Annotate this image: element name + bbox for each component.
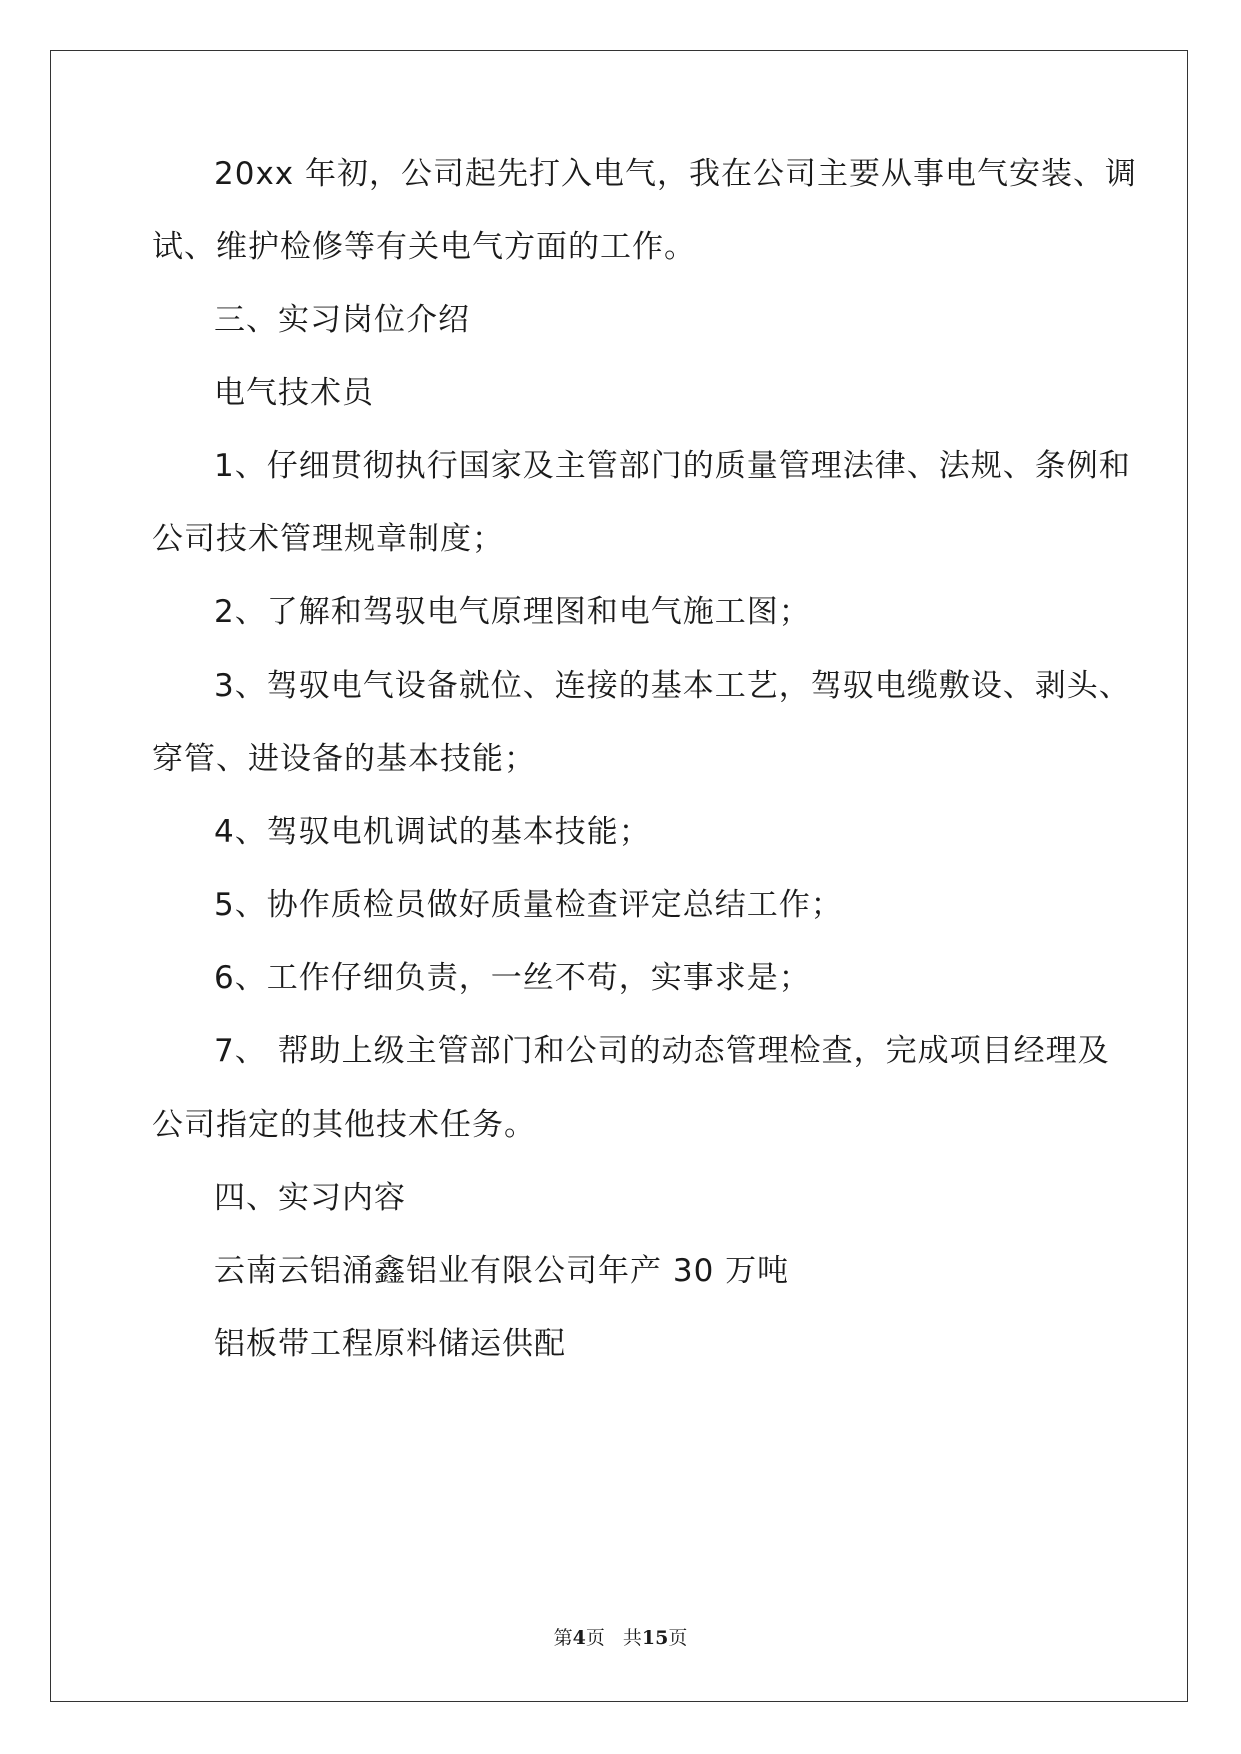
list-item: 7、 帮助上级主管部门和公司的动态管理检查，完成项目经理及 xyxy=(214,1033,1110,1069)
list-item-continuation: 公司指定的其他技术任务。 xyxy=(152,1107,536,1143)
page-footer xyxy=(0,1626,1241,1650)
footer-total-pages: 15 xyxy=(641,1627,669,1649)
list-item-continuation: 穿管、进设备的基本技能； xyxy=(152,741,536,777)
paragraph-line: 试、维护检修等有关电气方面的工作。 xyxy=(152,229,696,265)
section-heading: 四、实习内容 xyxy=(214,1180,406,1216)
section-heading: 三、实习岗位介绍 xyxy=(214,302,470,338)
footer-page-suffix: 页 xyxy=(585,1627,605,1649)
page-border xyxy=(50,50,1188,1702)
list-item: 6、工作仔细负责，一丝不苟，实事求是； xyxy=(214,960,811,996)
list-item: 5、协作质检员做好质量检查评定总结工作； xyxy=(214,887,843,923)
footer-page-number: 4 xyxy=(572,1627,586,1649)
list-item: 2、了解和驾驭电气原理图和电气施工图； xyxy=(214,594,811,630)
footer-total-prefix: 共 xyxy=(622,1627,642,1649)
subheading: 电气技术员 xyxy=(214,375,374,411)
footer-total-suffix: 页 xyxy=(668,1627,688,1649)
paragraph-line: 铝板带工程原料储运供配 xyxy=(214,1326,566,1362)
list-item: 1、仔细贯彻执行国家及主管部门的质量管理法律、法规、条例和 xyxy=(214,448,1131,484)
list-item: 3、驾驭电气设备就位、连接的基本工艺，驾驭电缆敷设、剥头、 xyxy=(214,668,1131,704)
paragraph-line: 20xx 年初，公司起先打入电气，我在公司主要从事电气安装、调 xyxy=(214,156,1137,192)
list-item-continuation: 公司技术管理规章制度； xyxy=(152,521,504,557)
paragraph-line: 云南云铝涌鑫铝业有限公司年产 30 万吨 xyxy=(214,1253,790,1289)
footer-page-prefix: 第 xyxy=(553,1627,573,1649)
list-item: 4、驾驭电机调试的基本技能； xyxy=(214,814,651,850)
